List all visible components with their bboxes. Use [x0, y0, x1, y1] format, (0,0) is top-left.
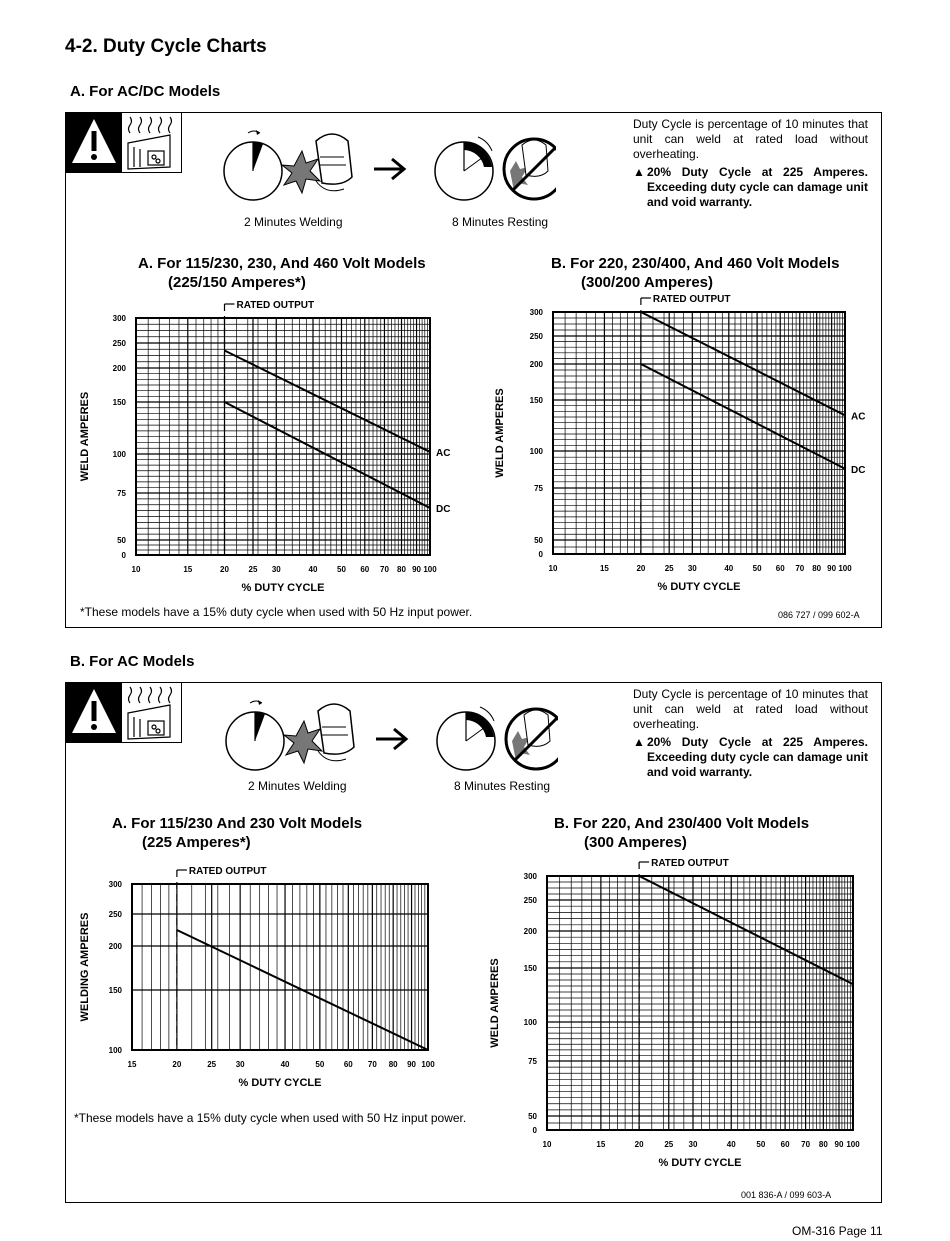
y-tick-label: 200 — [112, 364, 126, 373]
welding-caption: 2 Minutes Welding — [248, 779, 347, 793]
y-tick-label: 100 — [108, 1046, 122, 1055]
x-tick-label: 70 — [795, 564, 805, 573]
arrow-right-icon — [374, 159, 404, 179]
x-tick-label: 15 — [127, 1060, 137, 1069]
x-tick-label: 100 — [838, 564, 852, 573]
info-text: Duty Cycle is percentage of 10 minutes that unit can weld at rated load without overheating. — [633, 117, 868, 161]
y-tick-label: 100 — [529, 447, 543, 456]
caution-triangle-icon: ▲ — [633, 735, 645, 749]
x-tick-label: 30 — [687, 564, 697, 573]
timer-icon — [437, 707, 495, 770]
series-line — [225, 402, 430, 508]
series-line — [641, 364, 845, 469]
rated-output-label: RATED OUTPUT — [651, 858, 729, 869]
x-tick-label: 100 — [421, 1060, 435, 1069]
x-tick-label: 15 — [183, 565, 193, 574]
series-label: DC — [851, 464, 866, 476]
x-tick-label: 70 — [367, 1060, 377, 1069]
x-tick-label: 60 — [780, 1140, 790, 1149]
x-tick-label: 50 — [315, 1060, 325, 1069]
y-tick-label: 250 — [108, 910, 122, 919]
plot-frame — [553, 312, 845, 554]
y-tick-label: 300 — [529, 308, 543, 317]
rated-output-label: RATED OUTPUT — [188, 866, 267, 877]
y-tick-label: 0 — [121, 551, 126, 560]
no-welding-icon — [504, 139, 556, 199]
timer-icon — [435, 137, 493, 200]
y-tick-label: 250 — [523, 896, 537, 905]
warning-text: 20% Duty Cycle at 225 Amperes. Exceeding duty cycle can damage unit and void warranty. — [647, 165, 868, 209]
x-tick-label: 40 — [726, 1140, 736, 1149]
chart-a1 — [70, 290, 470, 605]
x-tick-label: 15 — [599, 564, 609, 573]
x-tick-label: 60 — [775, 564, 785, 573]
y-tick-label: 250 — [529, 332, 543, 341]
timer-icon — [224, 130, 282, 200]
y-tick-label: 100 — [523, 1018, 537, 1027]
chart-b2-title: B. For 220, And 230/400 Volt Models (300 Amperes) — [554, 815, 810, 851]
x-tick-label: 60 — [360, 565, 370, 574]
x-tick-label: 15 — [596, 1140, 606, 1149]
reference-number: 086 727 / 099 602-A — [778, 610, 860, 620]
x-axis-label: % DUTY CYCLE — [238, 1077, 322, 1089]
y-tick-label: 75 — [117, 489, 126, 498]
y-tick-label: 50 — [534, 536, 543, 545]
x-tick-label: 70 — [801, 1140, 811, 1149]
y-tick-label: 150 — [108, 986, 122, 995]
duty-cycle-illustration — [218, 691, 558, 786]
x-tick-label: 20 — [172, 1060, 182, 1069]
subsection-title-ac: B. For AC Models — [70, 653, 195, 670]
y-tick-label: 50 — [117, 536, 126, 545]
y-axis-label: WELD AMPERES — [489, 958, 501, 1048]
x-tick-label: 50 — [752, 564, 762, 573]
y-tick-label: 200 — [523, 927, 537, 936]
x-tick-label: 10 — [131, 565, 141, 574]
x-tick-label: 70 — [380, 565, 389, 574]
resting-caption: 8 Minutes Resting — [452, 215, 549, 229]
x-axis-label: % DUTY CYCLE — [241, 582, 325, 594]
x-tick-label: 20 — [634, 1140, 644, 1149]
x-tick-label: 20 — [636, 564, 646, 573]
x-tick-label: 40 — [308, 565, 318, 574]
section-title: 4-2. Duty Cycle Charts — [65, 36, 267, 57]
reference-number: 001 836-A / 099 603-A — [741, 1190, 832, 1200]
x-tick-label: 80 — [397, 565, 406, 574]
footnote: *These models have a 15% duty cycle when used with 50 Hz input power. — [74, 1111, 467, 1125]
x-axis-label: % DUTY CYCLE — [658, 1157, 742, 1169]
y-axis-label: WELD AMPERES — [79, 391, 91, 482]
chart-b2 — [480, 852, 870, 1182]
warning-icon — [66, 683, 122, 743]
arrow-right-icon — [376, 729, 406, 749]
welding-caption: 2 Minutes Welding — [244, 215, 343, 229]
y-tick-label: 300 — [112, 314, 126, 323]
chart-b1 — [70, 858, 470, 1098]
warning-text: 20% Duty Cycle at 225 Amperes. Exceeding duty cycle can damage unit and void warranty. — [647, 735, 868, 779]
series-label: DC — [436, 504, 451, 516]
series-label: AC — [436, 447, 451, 459]
y-tick-label: 75 — [534, 484, 543, 493]
timer-icon — [226, 700, 284, 770]
y-tick-label: 75 — [528, 1057, 537, 1066]
x-tick-label: 20 — [220, 565, 229, 574]
x-axis-label: % DUTY CYCLE — [657, 581, 741, 593]
x-tick-label: 10 — [542, 1140, 552, 1149]
y-axis-label: WELD AMPERES — [494, 388, 506, 478]
chart-a1-title: A. For 115/230, 230, And 460 Volt Models (225/150 Amperes*) — [138, 255, 426, 291]
x-tick-label: 30 — [235, 1060, 245, 1069]
duty-cycle-info — [633, 117, 868, 210]
x-tick-label: 80 — [818, 1140, 828, 1149]
y-tick-label: 100 — [112, 450, 126, 459]
y-tick-label: 150 — [529, 396, 543, 405]
duty-cycle-illustration — [216, 121, 556, 216]
welder-icon — [282, 134, 352, 193]
y-tick-label: 250 — [112, 339, 126, 348]
rated-output-label: RATED OUTPUT — [652, 294, 731, 305]
y-tick-label: 200 — [529, 360, 543, 369]
page-footer: OM-316 Page 11 — [792, 1224, 883, 1238]
y-tick-label: 150 — [523, 964, 537, 973]
x-tick-label: 50 — [756, 1140, 766, 1149]
x-tick-label: 90 — [412, 565, 422, 574]
x-tick-label: 90 — [827, 564, 837, 573]
x-tick-label: 30 — [688, 1140, 698, 1149]
x-tick-label: 50 — [337, 565, 346, 574]
series-label: AC — [851, 411, 866, 423]
y-tick-label: 200 — [108, 942, 122, 951]
y-tick-label: 50 — [528, 1112, 537, 1121]
x-tick-label: 100 — [846, 1140, 860, 1149]
heat-hazard-icon — [122, 683, 182, 743]
x-tick-label: 90 — [834, 1140, 844, 1149]
x-tick-label: 40 — [724, 564, 734, 573]
chart-a2-title: B. For 220, 230/400, And 460 Volt Models (300/200 Amperes) — [551, 255, 840, 291]
x-tick-label: 40 — [280, 1060, 290, 1069]
y-tick-label: 0 — [538, 550, 543, 559]
warning-icon — [66, 113, 122, 173]
welder-icon — [284, 704, 354, 763]
x-tick-label: 80 — [388, 1060, 398, 1069]
duty-cycle-info — [633, 687, 868, 780]
resting-caption: 8 Minutes Resting — [454, 779, 551, 793]
no-welding-icon — [506, 709, 558, 769]
x-tick-label: 100 — [423, 565, 437, 574]
info-text: Duty Cycle is percentage of 10 minutes that unit can weld at rated load without overheating. — [633, 687, 868, 731]
x-tick-label: 25 — [207, 1060, 217, 1069]
subsection-title-acdc: A. For AC/DC Models — [70, 83, 221, 100]
x-tick-label: 60 — [343, 1060, 353, 1069]
x-tick-label: 30 — [271, 565, 281, 574]
chart-a2 — [485, 288, 880, 605]
footnote: *These models have a 15% duty cycle when used with 50 Hz input power. — [80, 605, 473, 619]
y-tick-label: 0 — [532, 1126, 537, 1135]
rated-output-label: RATED OUTPUT — [236, 300, 315, 311]
y-tick-label: 150 — [112, 398, 126, 407]
x-tick-label: 90 — [407, 1060, 417, 1069]
heat-hazard-icon — [122, 113, 182, 173]
y-tick-label: 300 — [108, 880, 122, 889]
x-tick-label: 25 — [664, 564, 674, 573]
y-axis-label: WELDING AMPERES — [79, 912, 91, 1022]
y-tick-label: 300 — [523, 872, 537, 881]
x-tick-label: 80 — [812, 564, 822, 573]
chart-b1-title: A. For 115/230 And 230 Volt Models (225 Amperes*) — [112, 815, 363, 851]
caution-triangle-icon: ▲ — [633, 165, 645, 179]
x-tick-label: 25 — [664, 1140, 674, 1149]
x-tick-label: 25 — [248, 565, 258, 574]
x-tick-label: 10 — [548, 564, 558, 573]
